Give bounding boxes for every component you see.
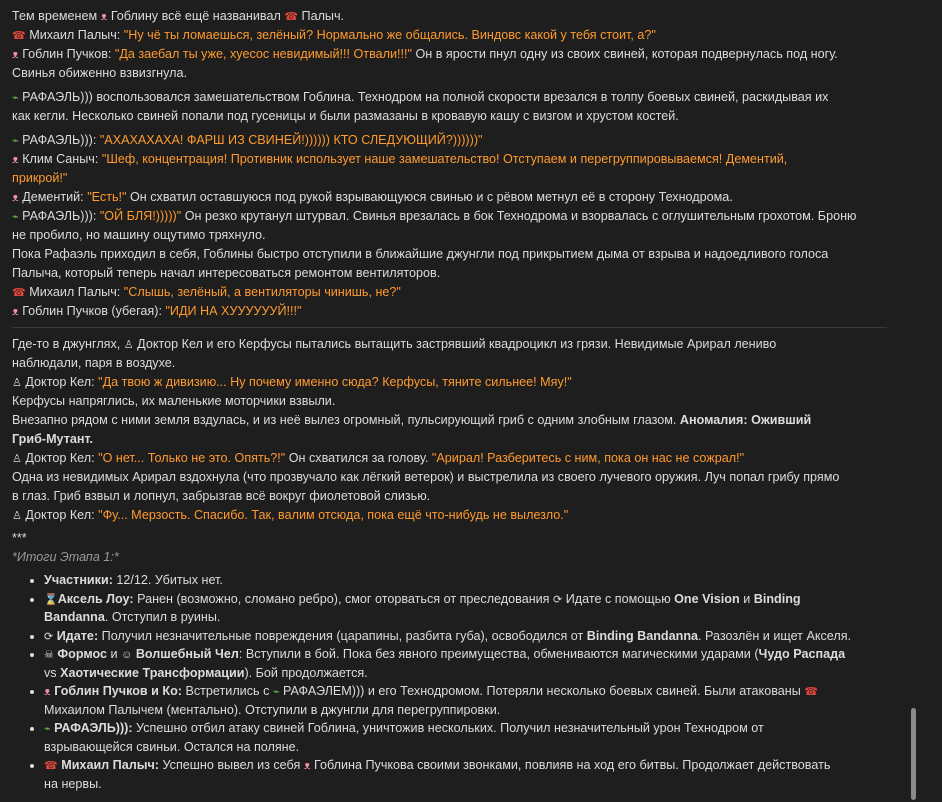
summary-heading: *Итоги Этапа 1:* — [12, 550, 119, 564]
list-item: • ☎ Михаил Палыч: Успешно вывел из себя ᴥ Гоблина Пучкова своими звонками, повлияв на ход его битвы. Продолжает действовать на нервы. — [44, 756, 897, 793]
line — [12, 45, 897, 64]
list-item: • ⌁ РАФАЭЛЬ))): Успешно отбил атаку свиней Гоблина, уничтожив нескольких. Получил незначительный урон Технодром от взрывающейся свиньи. Остался на поляне. — [44, 719, 897, 756]
cycle-icon: ⟳ — [44, 630, 54, 643]
hourglass-icon: ⌛ — [44, 593, 58, 606]
turtle-icon: ⌁ — [272, 686, 280, 698]
divider — [12, 327, 887, 328]
text: Палыч. — [301, 9, 345, 23]
phone-icon: ☎ — [44, 760, 58, 772]
line — [12, 506, 897, 525]
line: как кегли. Несколько свиней попали под гусеницы и были размазаны в кровавую кашу с визгом и хрустом костей. — [12, 109, 679, 123]
speaker: Клим Саныч: — [22, 152, 102, 166]
turtle-icon: ⌁ — [44, 723, 51, 735]
chair-icon: ♙ — [12, 453, 22, 465]
list-item: • ᴥ Гоблин Пучков и Ко: Встретились с ⌁ РАФАЭЛЕМ))) и его Технодромом. Потеряли несколько боевых свиней. Были атакованы ☎ Михаилом Палычем (ментально). Отступили в джунгли для перегруппировки. — [44, 682, 897, 719]
line — [12, 188, 897, 207]
quote: "Да заебал ты уже, хуесос невидимый!!! Отвали!!!" — [114, 47, 412, 61]
text: Где-то в джунглях, — [12, 337, 124, 351]
speaker: Гоблин Пучков: — [22, 47, 115, 61]
pig-icon: ᴥ — [100, 11, 108, 23]
line: в глаз. Гриб взвыл и лопнул, забрызгав всё вокруг фиолетовой слизью. — [12, 489, 431, 503]
quote: "О нет... Только не это. Опять?!" — [98, 451, 286, 465]
list-item: • ⟳ Идате: Получил незначительные повреждения (царапины, разбита губа), освободился от Binding Bandanna. Разозлён и ищет Акселя. — [44, 627, 897, 646]
bold-text: Аномалия: Оживший — [679, 413, 812, 427]
skull-icon: ☠ — [44, 649, 54, 661]
line: не пробило, но машину ощутимо тряхнуло. — [12, 228, 266, 242]
turtle-icon: ⌁ — [12, 135, 19, 147]
quote: "Да твою ж дивизию... Ну почему именно сюда? Керфусы, тяните сильнее! Мяу!" — [98, 375, 572, 389]
chair-icon: ♙ — [123, 339, 134, 351]
speaker: Михаил Палыч: — [29, 28, 124, 42]
speaker: Михаил Палыч: — [29, 285, 124, 299]
line — [12, 150, 897, 169]
text: Он резко крутанул штурвал. Свинья врезалась в бок Технодрома и взорвалась с оглушительным грохотом. Броню — [181, 209, 857, 223]
quote: "ИДИ НА ХУУУУУУЙ!!!" — [165, 304, 302, 318]
list-item: • ⌛Аксель Лоу: Ранен (возможно, сломано ребро), смог оторваться от преследования ⟳ Идате с помощью One Vision и Binding Bandanna. Отступил в руины. — [44, 590, 897, 627]
line — [12, 7, 897, 26]
speaker: Доктор Кел: — [25, 451, 99, 465]
scrollbar-thumb[interactable] — [911, 708, 916, 800]
line — [12, 131, 897, 150]
line: Пока Рафаэль приходил в себя, Гоблины быстро отступили в ближайшие джунгли под прикрытием дыма от взрыва и надоедливого голоса — [12, 247, 829, 261]
line — [12, 283, 897, 302]
line: Свинья обиженно взвизгнула. — [12, 66, 187, 80]
quote: "Шеф, концентрация! Противник использует наше замешательство! Отступаем и перегруппировываемся! Дементий, — [101, 152, 788, 166]
pig-icon: ᴥ — [12, 154, 19, 166]
text: Внезапно рядом с ними земля вздулась, и из неё вылез огромный, пульсирующий гриб с одним злобным глазом. — [12, 413, 680, 427]
quote: "АХАХАХАХА! ФАРШ ИЗ СВИНЕЙ!)))))) КТО СЛЕДУЮЩИЙ?))))))" — [99, 133, 483, 147]
summary-list — [12, 571, 897, 793]
line: прикрой!" — [12, 171, 68, 185]
line — [12, 207, 897, 226]
stars-separator: *** — [12, 531, 27, 545]
turtle-icon: ⌁ — [12, 211, 19, 223]
text: Он в ярости пнул одну из своих свиней, которая подвернулась под ногу. — [411, 47, 838, 61]
line — [12, 335, 897, 354]
speaker: Гоблин Пучков (убегая): — [22, 304, 166, 318]
line: Керфусы напряглись, их маленькие моторчики взвыли. — [12, 394, 336, 408]
quote: "ОЙ БЛЯ!)))))" — [99, 209, 182, 223]
text: Гоблину всё ещё названивал — [110, 9, 285, 23]
phone-icon: ☎ — [804, 686, 818, 698]
pig-icon: ᴥ — [303, 760, 311, 772]
line — [12, 88, 897, 107]
line — [12, 373, 897, 392]
speaker: РАФАЭЛЬ))): — [22, 133, 100, 147]
line: Гриб-Мутант. — [12, 432, 94, 446]
text: воспользовался замешательством Гоблина. Технодром на полной скорости врезался в толпу боевых свиней, раскидывая их — [96, 90, 829, 104]
quote: "Ну чё ты ломаешься, зелёный? Нормально же общались. Виндовс какой у тебя стоит, а?" — [123, 28, 656, 42]
quote: "Фу... Мерзость. Спасибо. Так, валим отсюда, пока ещё что-нибудь не вылезло." — [98, 508, 569, 522]
line — [12, 302, 897, 321]
text: Доктор Кел и его Керфусы пытались вытащить застрявший квадроцикл из грязи. Невидимые Арирал лениво — [137, 337, 777, 351]
quote: "Слышь, зелёный, а вентиляторы чинишь, не?" — [123, 285, 401, 299]
cycle-icon: ⟳ — [553, 593, 563, 606]
chair-icon: ♙ — [12, 377, 22, 389]
phone-icon: ☎ — [12, 287, 26, 299]
pig-icon: ᴥ — [44, 686, 51, 698]
pig-icon: ᴥ — [12, 192, 19, 204]
quote: "Арирал! Разберитесь с ним, пока он нас не сожрал!" — [431, 451, 745, 465]
line: наблюдали, паря в воздухе. — [12, 356, 176, 370]
pig-icon: ᴥ — [12, 49, 19, 61]
text: Он схватил оставшуюся под рукой взрывающуюся свинью и с рёвом метнул её в сторону Технодрома. — [126, 190, 733, 204]
pig-icon: ᴥ — [12, 306, 19, 318]
speaker: Доктор Кел: — [25, 375, 99, 389]
smile-icon: ☺ — [121, 649, 133, 661]
phone-icon: ☎ — [12, 30, 26, 42]
list-item: • Участники: 12/12. Убитых нет. — [44, 571, 897, 590]
speaker: РАФАЭЛЬ))) — [22, 90, 97, 104]
line: Одна из невидимых Арирал вздохнула (что прозвучало как лёгкий ветерок) и выстрелила из своего лучевого оружия. Луч попал грибу прямо — [12, 470, 840, 484]
chair-icon: ♙ — [12, 510, 22, 522]
quote: "Есть!" — [87, 190, 127, 204]
list-item: • ☠ Формос и ☺ Волшебный Чел: Вступили в бой. Пока без явного преимущества, обмениваются магическими ударами (Чудо Распада vs Хаотические Трансформации). Бой продолжается. — [44, 645, 897, 682]
text: Тем временем — [12, 9, 101, 23]
line — [12, 26, 897, 45]
speaker: Доктор Кел: — [25, 508, 99, 522]
phone-icon: ☎ — [284, 11, 299, 23]
line — [12, 411, 897, 430]
line: Палыча, который теперь начал интересоваться ремонтом вентиляторов. — [12, 266, 441, 280]
speaker: Дементий: — [22, 190, 88, 204]
text: Он схватился за голову. — [285, 451, 432, 465]
line — [12, 449, 897, 468]
speaker: РАФАЭЛЬ))): — [22, 209, 100, 223]
turtle-icon: ⌁ — [12, 92, 19, 104]
